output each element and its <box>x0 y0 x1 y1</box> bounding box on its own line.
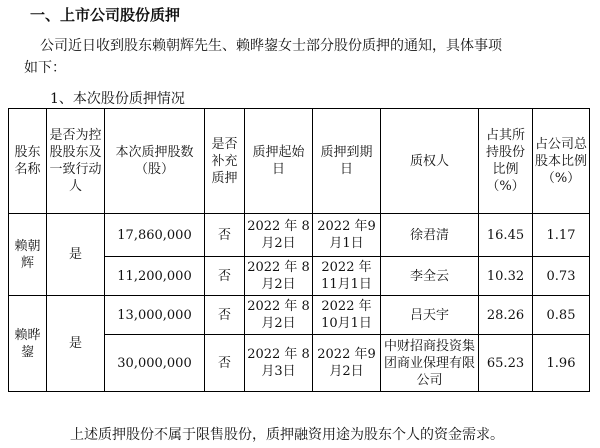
intro-paragraph-line2: 如下： <box>24 60 66 76</box>
header-shares: 本次质押股数（股） <box>105 109 205 214</box>
header-ratio-holding: 占其所持股份比例（%） <box>479 109 533 214</box>
supplement-cell: 否 <box>205 296 245 335</box>
header-supplement: 是否补充质押 <box>205 109 245 214</box>
start-date-cell: 2022 年 8月2日 <box>245 257 313 296</box>
shares-cell: 17,860,000 <box>105 214 205 257</box>
holder-cell: 赖朝辉 <box>9 214 47 296</box>
header-ratio-total: 占公司总股本比例（%） <box>533 109 590 214</box>
ratio-holding-cell: 28.26 <box>479 296 533 335</box>
header-pledgee: 质权人 <box>381 109 479 214</box>
ratio-holding-cell: 16.45 <box>479 214 533 257</box>
pledge-table <box>8 108 590 392</box>
shares-cell: 11,200,000 <box>105 257 205 296</box>
section-heading: 一、上市公司股份质押 <box>30 6 181 24</box>
holder-cell: 赖晔鋆 <box>9 296 47 392</box>
footer-note: 上述质押股份不属于限售股份，质押融资用途为股东个人的资金需求。 <box>70 427 504 443</box>
start-date-cell: 2022 年 8月2日 <box>245 296 313 335</box>
intro-paragraph-line1: 公司近日收到股东赖朝辉先生、赖晔鋆女士部分股份质押的通知，具体事项 <box>40 38 502 54</box>
shares-cell: 13,000,000 <box>105 296 205 335</box>
start-date-cell: 2022 年 8月3日 <box>245 335 313 392</box>
start-date-cell: 2022 年 8月2日 <box>245 214 313 257</box>
ratio-total-cell: 1.17 <box>533 214 590 257</box>
supplement-cell: 否 <box>205 335 245 392</box>
ratio-total-cell: 0.73 <box>533 257 590 296</box>
header-controlling: 是否为控股股东及一致行动人 <box>47 109 105 214</box>
end-date-cell: 2022 年 11月1日 <box>313 257 381 296</box>
controlling-cell: 是 <box>47 214 105 296</box>
pledgee-cell: 中财招商投资集团商业保理有限公司 <box>381 335 479 392</box>
ratio-holding-cell: 65.23 <box>479 335 533 392</box>
table-row <box>9 214 590 257</box>
end-date-cell: 2022 年9 月1日 <box>313 214 381 257</box>
table-row <box>9 296 590 335</box>
subsection-heading: 1、本次股份质押情况 <box>50 91 185 107</box>
header-start: 质押起始日 <box>245 109 313 214</box>
header-end: 质押到期日 <box>313 109 381 214</box>
ratio-total-cell: 1.96 <box>533 335 590 392</box>
end-date-cell: 2022 年9 月2日 <box>313 335 381 392</box>
pledgee-cell: 徐君清 <box>381 214 479 257</box>
pledgee-cell: 李全云 <box>381 257 479 296</box>
header-holder: 股东名称 <box>9 109 47 214</box>
supplement-cell: 否 <box>205 214 245 257</box>
end-date-cell: 2022 年 10月1日 <box>313 296 381 335</box>
ratio-total-cell: 0.85 <box>533 296 590 335</box>
pledgee-cell: 吕天宇 <box>381 296 479 335</box>
shares-cell: 30,000,000 <box>105 335 205 392</box>
ratio-holding-cell: 10.32 <box>479 257 533 296</box>
supplement-cell: 否 <box>205 257 245 296</box>
controlling-cell: 是 <box>47 296 105 392</box>
table-header-row <box>9 109 590 214</box>
